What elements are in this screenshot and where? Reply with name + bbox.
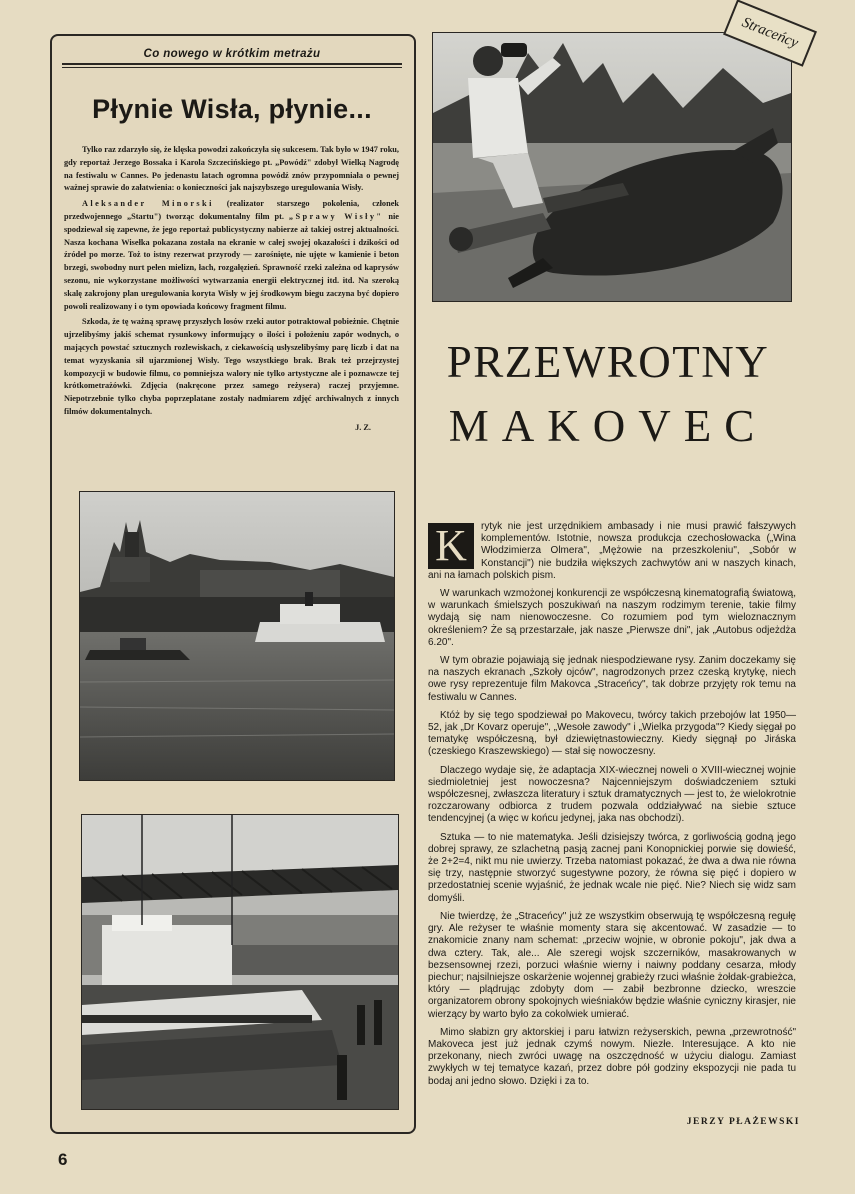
paragraph-text: nie spodziewał się zapewne, że jego reportaż publicystyczny nabierze aż takiej ostrej aktualności. Nasza kochana Wisełka pokazana została na ekranie w całej swojej okazałości i dzikości od źródeł po morze. Toż to istny rezerwat przyrody — zarośnięte, nie ujęte w kamienie i beton brzegi, swobodny nurt pełen mielizn, łach, rozgałęzień. Sprawność rzeki zależna od kaprysów sezonu, nie wykorzystane możliwości wytwarzania energii elektrycznej itd. itd. Na szeroką skalę zakrojony plan uregulowania koryta Wisły w jej środkowym biegu zaczyna być dopiero powoli realizowany i o tym opowiada końcowy fragment filmu. [64, 211, 399, 311]
paragraph: Tylko raz zdarzyło się, że klęska powodzi zakończyła się sukcesem. Tak było w 1947 roku, gdy reportaż Jerzego Bossaka i Karola Szczecińskiego pt. „Powódź" zdobył Wielką Nagrodę na festiwalu w Cannes. Po jedenastu latach ogromna powódź znów przypomniała o pewnej ważnej sprawie do załatwienia: o konieczności jak najszybszego uregulowania Wisły. [64, 145, 399, 193]
film-title-stamp: Straceńcy [723, 0, 817, 67]
wawel-river-image [80, 492, 394, 780]
bridge-boats-photo [81, 814, 399, 1110]
article-title: Płynie Wisła, płynie... [92, 94, 372, 124]
article-body [64, 144, 399, 435]
paragraph: Któż by się tego spodziewał po Makovecu, twórcy takich przebojów lat 1950—52, jak „Dr Kovarz operuje", „Wesołe zawody" i „Wielka przygoda"? Kiedy sięgał po tematykę współczesną, był dziewiętnastowieczny. Kiedy sięgnął po Jiráska (czeskiego Kraszewskiego) — stał się nowoczesny. [428, 709, 796, 758]
paragraph: Sztuka — to nie matematyka. Jeśli dzisiejszy twórca, z gorliwością godną jego dobrej sprawy, ze szlachetną pasją zacnej pani Konopnickiej porwie się dowieść, że 2+2=4, nikt mu nie uwierzy. Trzeba natomiast pokazać, że dwa a dwa nie równa się trzy, następnie stworzyć sugestywne pozory, że równa się pięć i dopiero w przedostatniej scenie wyjaśnić, że jednak wcale nie pięć. Nie? Niech się widz sam domyśli. [428, 831, 796, 904]
page-number: 6 [58, 1150, 68, 1169]
wawel-river-photo [79, 491, 395, 781]
director-name: Aleksander Minorski [82, 199, 214, 209]
paragraph: Szkoda, że tę ważną sprawę przyszłych losów rzeki autor potraktował pobieżnie. Chętnie ujrzelibyśmy jakiś schemat rysunkowy informujący o ilości i położeniu zapór wodnych, o mających powstać sztucznych rozlewiskach, z ciekawością usłyszelibyśmy parę liczb i dat na temat wyzyskania sił ujarzmionej Wisły. Tego wszystkiego brak. Brak też przejrzystej kompozycji w budowie filmu, co pomniejsza walory nie tylko artystyczne ale i poznawcze tej krótkometrażówki. Zdjęcia (nakręcone przez samego reżysera) raczej przyjemne. Niepotrzebnie tylko chyba poprzeplatane zostały nadmiarem zdjęć archiwalnych z innych filmów dokumentalnych. [64, 317, 399, 416]
film-still-image [433, 33, 791, 301]
film-title: „Sprawy Wisły" [288, 211, 384, 221]
headline-line-1: PRZEWROTNY [446, 337, 770, 387]
dropcap-letter: K [428, 523, 474, 569]
paragraph-text: (realizator starszego pokolenia, członek przedwojennego „Startu") tworząc dokumentalny film pt. [64, 199, 399, 221]
paragraph: W warunkach wzmożonej konkurencji ze współczesną kinematografią światową, w warunkach śmielszych poszukiwań na naszym rodzimym terenie, takie filmy wydają się nam nienowoczesne. Co rozumiem pod tym wieloznacznym określeniem? Że są przestarzałe, jak nasze „Pierwsze dni", jak „Autobus odjeżdża 6.20". [428, 588, 796, 648]
paragraph: W tym obrazie pojawiają się jednak niespodziewane rysy. Zanim doczekamy się na naszych ekranach „Szkoły ojców", nagrodzonych przez czeską krytykę, niech owe rysy reprezentuje film Makovca „Straceńcy", tak dobrze przyjęty rok temu na festiwalu w Cannes. [428, 655, 796, 703]
headline-line-2: MAKOVEC [448, 401, 768, 451]
signature: J. Z. [355, 422, 371, 432]
paragraph: Mimo słabizn gry aktorskiej i paru łatwizn reżyserskich, pewna „przewrotność" Makoveca jest już jednak czymś nowym. Niezłe. Interesujące. A kto nie przekonany, niech zwróci uwagę na oszczędność w użyciu dialogu. Zamiast zwykłych w tej tematyce kazań, przez dobre pół godziny ekspozycji nie pada tu bodaj ani jedno słowo. Dzięki i za to. [428, 1026, 796, 1087]
section-banner: Co nowego w krótkim metrażu [62, 44, 402, 65]
review-body [428, 521, 796, 1094]
paragraph: Dlaczego wydaje się, że adaptacja XIX-wiecznej noweli o XVIII-wiecznej wojnie siedmioletniej jest nowoczesna? Najcenniejszym doświadczeniem sztuki współczesnej, zwłaszcza literatury i sztuk dramatycznych — jest to, że wielokrotnie rozczarowany odbiorca z trudem pozwala oddziaływać na siebie sztuce tendencyjnej (a więc w końcu jedynej, jaka nas obchodzi). [428, 764, 796, 825]
short-film-column [50, 34, 416, 1134]
paragraph [64, 198, 399, 313]
author-name: JERZY PŁAŻEWSKI [686, 1117, 800, 1127]
paragraph: Nie twierdzę, że „Straceńcy" już ze wszystkim obserwują tę współczesną regułę gry. Ale reżyser te właśnie momenty stara się akcentować. W zasadzie — to znakomicie znany nam schemat: „przeciw wojnie, w obronie pokoju", jak dwa a dwa cztery. Tak, ale... Ale szeregi wojsk szczerników, masakrowanych w bezsensownej rzezi, porzuci właśnie wierny i naiwny poddany cesarza, młody piechur; najsilniejsze oskarżenie wojennej grabieży rzuci właśnie żołdak-grabieżca, który — plądrując zdobyty dom — zabił bezbronne dziecko, wreszcie organizatorem obrony spokojnych wieśniaków będzie właśnie cyniczny kirasjer, nie wierzący by warto było za cokolwiek umierać. [428, 910, 796, 1020]
film-still-photo [432, 32, 792, 302]
bridge-boats-image [82, 815, 398, 1109]
paragraph [428, 521, 796, 582]
paragraph-text: rytyk nie jest urzędnikiem ambasady i nie musi prawić fałszywych komplementów. Istotnie, nowsza produkcja czechosłowacka („Wina Włodzimierza Olmera", „Mężowie na przeszkoleniu", „Sobór w Konstancji") nie budziła większych zachwytów ani w naszych kinach, ani na łamach polskich pism. [428, 521, 796, 581]
